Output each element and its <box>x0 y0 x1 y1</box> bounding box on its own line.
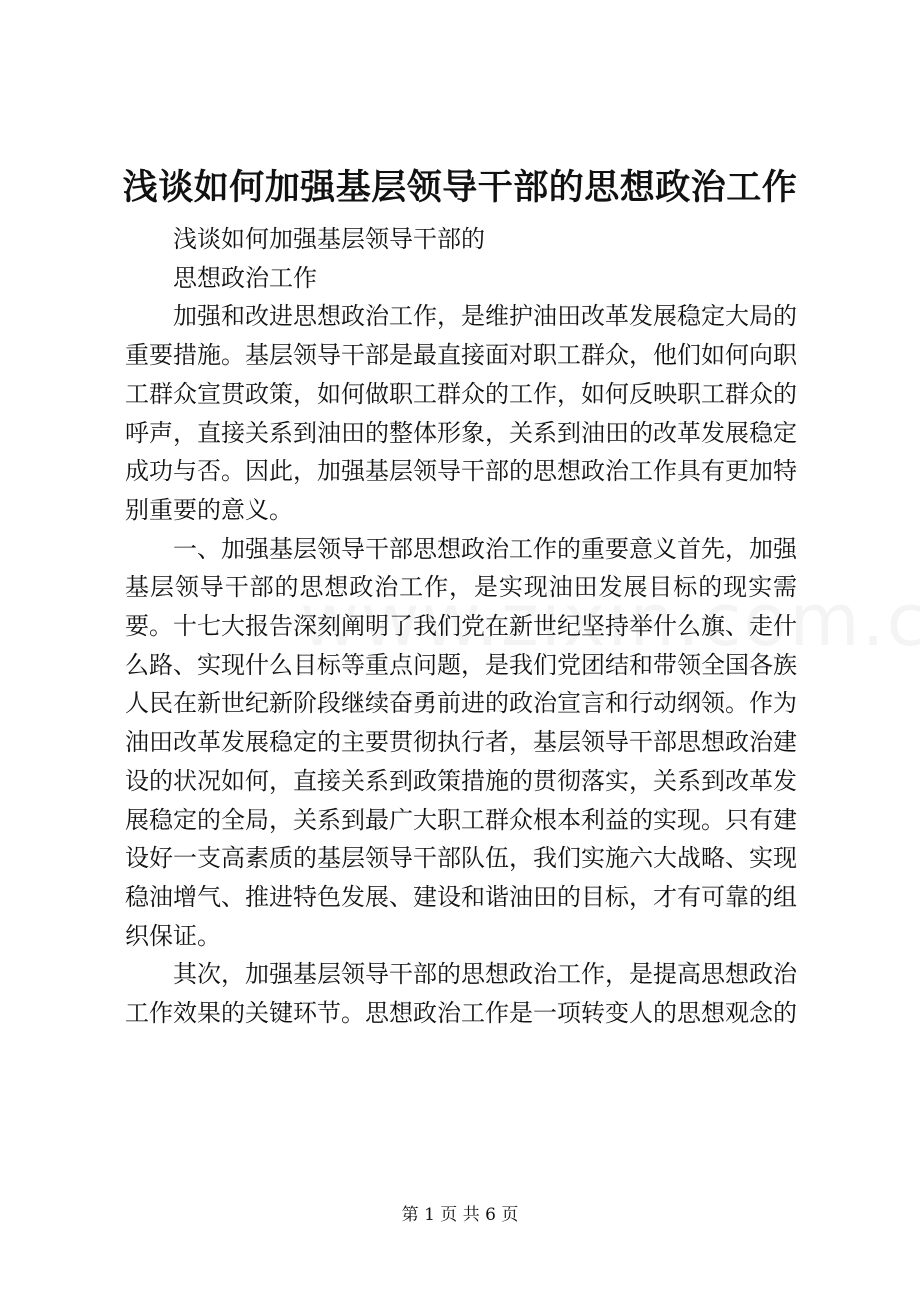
paragraph-subtitle-line-1: 浅谈如何加强基层领导干部的 <box>173 225 485 253</box>
paragraph-second-point: 其次，加强基层领导干部的思想政治工作，是提高思想政治工作效果的关键环节。思想政治工作是一项转变人的思想观念的 <box>125 960 797 1028</box>
document-body <box>125 220 797 1033</box>
paragraph-intro: 加强和改进思想政治工作，是维护油田改革发展稳定大局的重要措施。基层领导干部是最直接面对职工群众，他们如何向职工群众宣贯政策，如何做职工群众的工作，如何反映职工群众的呼声，直接关系到油田的整体形象，关系到油田的改革发展稳定成功与否。因此，加强基层领导干部的思想政治工作具有更加特别重要的意义。 <box>125 302 797 524</box>
paragraph-subtitle-line-2: 思想政治工作 <box>173 263 317 292</box>
document-title: 浅谈如何加强基层领导干部的思想政治工作 <box>122 167 798 208</box>
page-number-footer: 第 1 页 共 6 页 <box>401 1205 519 1225</box>
paragraph-section-one: 一、加强基层领导干部思想政治工作的重要意义首先，加强基层领导干部的思想政治工作，是实现油田发展目标的现实需要。十七大报告深刻阐明了我们党在新世纪坚持举什么旗、走什么路、实现什么目标等重点问题，是我们党团结和带领全国各族人民在新世纪新阶段继续奋勇前进的政治宣言和行动纲领。作为油田改革发展稳定的主要贯彻执行者，基层领导干部思想政治建设的状况如何，直接关系到政策措施的贯彻落实，关系到改革发展稳定的全局，关系到最广大职工群众根本利益的实现。只有建设好一支高素质的基层领导干部队伍，我们实施六大战略、实现稳油增气、推进特色发展、建设和谐油田的目标，才有可靠的组织保证。 <box>125 534 797 950</box>
